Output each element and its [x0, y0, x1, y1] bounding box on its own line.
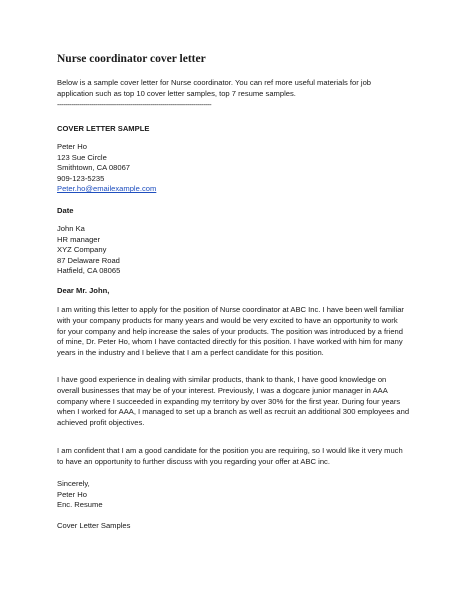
paragraph-line: to have an opportunity to further discuss with you regarding your offer at ABC inc.: [57, 456, 330, 466]
paragraph-line: achieved profit objectives.: [57, 418, 145, 428]
paragraph-line: overall businesses that may be of your interest. Previously, I was a dogcare junior manager in AAA: [57, 385, 388, 395]
paragraph-line: when I worked for AAA, I managed to set up a branch as well as recruit an additional 300 employees and: [57, 407, 410, 417]
paragraph-line: I have good experience in dealing with similar products, thank to thank, I have good knowledge on: [57, 375, 387, 384]
recipient-title: HR manager: [57, 234, 101, 244]
enclosure-note: Enc. Resume: [57, 500, 103, 510]
recipient-address: [57, 224, 120, 277]
recipient-street: 87 Delaware Road: [57, 255, 120, 265]
date-label: Date: [57, 206, 74, 215]
paragraph-line: of mine, Dr. Peter Ho, whom I have contacted directly for this position. I have worked with him for many: [57, 337, 403, 347]
paragraph-line: with your company products for many years and would be very excited to have an opportunity to work: [57, 315, 398, 325]
recipient-city: Hatfield, CA 08065: [57, 266, 121, 276]
paragraph-line: years in the industry and I believe that I am a perfect candidate for this position.: [57, 348, 324, 358]
recipient-company: XYZ Company: [57, 245, 107, 255]
closing-block: [57, 479, 103, 511]
sender-phone: 909-123-5235: [57, 173, 105, 183]
paragraph-line: for your company and help increase the sales of your products. The position was introduced by a friend: [57, 326, 403, 336]
recipient-name: John Ka: [57, 224, 85, 233]
intro-divider: ----------------------------------------------------------------------------: [57, 100, 212, 110]
section-heading: COVER LETTER SAMPLE: [57, 124, 150, 133]
salutation: Dear Mr. John,: [57, 286, 110, 295]
intro-paragraph: [57, 77, 417, 111]
body-paragraph-3: [57, 446, 429, 468]
document-page: [57, 0, 427, 613]
body-paragraph-1: [57, 305, 429, 359]
sender-email-link[interactable]: Peter.ho@emailexample.com: [57, 184, 157, 194]
signature-name: Peter Ho: [57, 489, 87, 499]
sender-city: Smithtown, CA 08067: [57, 163, 131, 173]
paragraph-line: company where I succeeded in expanding my territory by over 30% for the first year. During four years: [57, 396, 401, 406]
footer-text: Cover Letter Samples: [57, 521, 131, 530]
sign-off: Sincerely,: [57, 479, 90, 488]
sender-street: 123 Sue Circle: [57, 152, 107, 162]
paragraph-line: I am writing this letter to apply for the position of Nurse coordinator at ABC Inc. I have been well familiar: [57, 305, 404, 314]
paragraph-line: I am confident that I am a good candidate for the position you are requiring, so I would like it very much: [57, 446, 403, 455]
intro-line: Below is a sample cover letter for Nurse coordinator. You can ref more useful materials for job: [57, 78, 372, 87]
document-title: Nurse coordinator cover letter: [57, 53, 206, 65]
sender-name: Peter Ho: [57, 142, 87, 151]
sender-address: [57, 142, 156, 195]
body-paragraph-2: [57, 375, 429, 429]
intro-line: application such as top 10 cover letter samples, top 7 resume samples.: [57, 89, 296, 99]
